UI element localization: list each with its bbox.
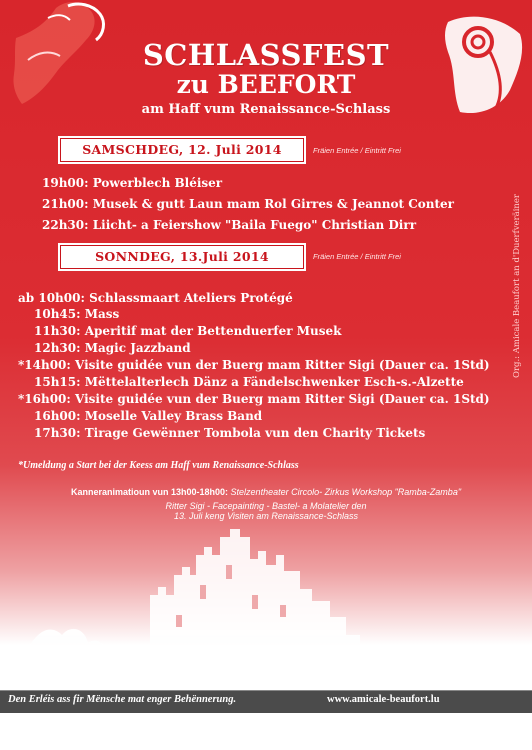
day2-entree: Fräien Entrée / Eintritt Frei [313, 252, 401, 261]
day2-event: *14h00: Visite guidée vun der Buerg mam Ritter Sigi (Dauer ca. 1Std) [18, 358, 490, 372]
day2-banner-label: SONNDEG, 13.Juli 2014 [95, 249, 269, 264]
day1-banner [60, 138, 304, 162]
day2-event: 10h45: Mass [34, 307, 120, 321]
kids-animation-line3: 13. Juli keng Visiten am Renaissance-Schlass [174, 511, 358, 521]
day2-banner [60, 245, 304, 269]
organizer-label: Org.: Amicale Beaufort an d'Duerfveräiner [512, 194, 522, 378]
organizer-vertical-text [512, 158, 528, 378]
kids-animation-label: Kanneranimatioun vun 13h00-18h00: [70, 487, 229, 497]
page-title: SCHLASSFEST [142, 38, 390, 72]
day1-entree: Fräien Entrée / Eintritt Frei [313, 146, 401, 155]
day1-event: 22h30: Liicht- a Feiershow "Baila Fuego" Christian Dirr [42, 218, 417, 232]
day1-event: 19h00: Powerblech Bléiser [42, 176, 223, 190]
day2-event: 12h30: Magic Jazzband [34, 341, 191, 355]
kids-animation-line2: Ritter Sigi - Facepainting - Bastel- a Molatelier den [165, 501, 367, 511]
website-link[interactable]: www.amicale-beaufort.lu [327, 694, 440, 705]
day1-event: 21h00: Musek & gutt Laun mam Rol Girres & Jeannot Conter [42, 197, 454, 211]
day2-event: 16h00: Moselle Valley Brass Band [34, 409, 263, 423]
page-title-location: zu BEEFORT [176, 70, 356, 99]
registration-note: *Umeldung a Start bei der Keess am Haff vum Renaissance-Schlass [18, 460, 299, 471]
footer-bar [0, 690, 532, 713]
kids-animation-text: Stelzentheater Circolo- Zirkus Workshop "Ramba-Zamba" [230, 487, 462, 497]
page-subtitle: am Haff vum Renaissance-Schlass [141, 102, 391, 117]
castle-illustration [0, 525, 532, 690]
day2-event: 11h30: Aperitif mat der Bettenduerfer Musek [34, 324, 342, 338]
day2-event: ab 10h00: Schlassmaart Ateliers Protégé [18, 291, 293, 305]
day2-event: 17h30: Tirage Gewënner Tombola vun den Charity Tickets [34, 426, 426, 440]
day2-event: *16h00: Visite guidée vun der Buerg mam Ritter Sigi (Dauer ca. 1Std) [18, 392, 490, 406]
kids-animation-line1 [0, 487, 532, 497]
day1-banner-label: SAMSCHDEG, 12. Juli 2014 [82, 142, 282, 157]
day2-event: 15h15: Mëttelalterlech Dänz a Fändelschwenker Esch-s.-Alzette [34, 375, 464, 389]
footer-charity-text: Den Erléis ass fir Mënsche mat enger Behënnerung. [8, 694, 237, 705]
